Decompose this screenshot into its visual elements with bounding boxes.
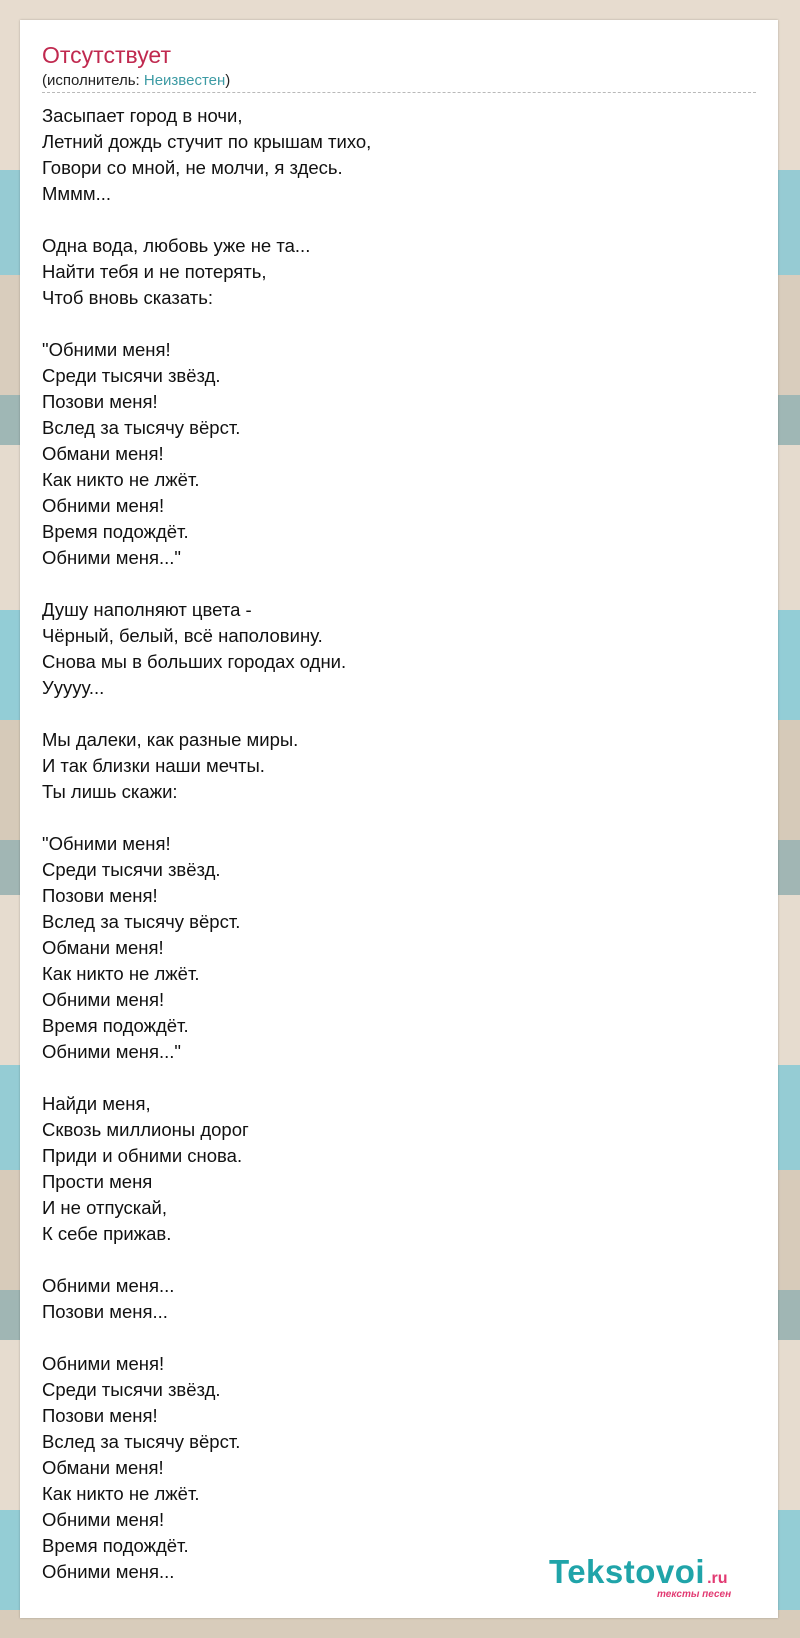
lyrics-line: Обними меня...: [42, 1561, 175, 1582]
lyrics-line: Время подождёт.: [42, 521, 189, 542]
lyrics-line: Позови меня!: [42, 885, 158, 906]
song-title: Отсутствует: [42, 42, 171, 68]
lyrics-line: Засыпает город в ночи,: [42, 105, 243, 126]
lyrics-line: Позови меня...: [42, 1301, 168, 1322]
lyrics-line: Обними меня!: [42, 989, 165, 1010]
lyrics-line: Обними меня...": [42, 547, 181, 568]
lyrics-stanza: [42, 103, 756, 207]
lyrics-line: Обмани меня!: [42, 443, 164, 464]
lyrics-line: Среди тысячи звёзд.: [42, 859, 221, 880]
logo-wordmark: Tekstovoi: [549, 1553, 706, 1590]
lyrics-stanza: [42, 233, 756, 311]
lyrics-page: [20, 20, 778, 1618]
lyrics-line: Одна вода, любовь уже не та...: [42, 235, 311, 256]
lyrics-line: Как никто не лжёт.: [42, 963, 200, 984]
lyrics-line: Чтоб вновь сказать:: [42, 287, 214, 308]
lyrics-line: Как никто не лжёт.: [42, 1483, 200, 1504]
lyrics-line: Обмани меня!: [42, 937, 164, 958]
lyrics-line: К себе прижав.: [42, 1223, 172, 1244]
lyrics-stanza: [42, 831, 756, 1065]
lyrics-line: Ууууу...: [42, 677, 105, 698]
lyrics-line: Найди меня,: [42, 1093, 151, 1114]
lyrics-line: Обними меня...: [42, 1275, 175, 1296]
lyrics-line: Говори со мной, не молчи, я здесь.: [42, 157, 343, 178]
lyrics-line: Душу наполняют цвета -: [42, 599, 252, 620]
lyrics-line: Обмани меня!: [42, 1457, 164, 1478]
lyrics-line: Вслед за тысячу вёрст.: [42, 417, 241, 438]
lyrics-line: Прости меня: [42, 1171, 153, 1192]
lyrics-line: Время подождёт.: [42, 1535, 189, 1556]
lyrics-line: Позови меня!: [42, 1405, 158, 1426]
lyrics-line: Как никто не лжёт.: [42, 469, 200, 490]
lyrics-line: Время подождёт.: [42, 1015, 189, 1036]
lyrics-line: Обними меня!: [42, 1353, 165, 1374]
lyrics-line: Среди тысячи звёзд.: [42, 1379, 221, 1400]
artist-line: [42, 72, 756, 93]
lyrics-line: Приди и обними снова.: [42, 1145, 243, 1166]
lyrics-line: Обними меня...": [42, 1041, 181, 1062]
lyrics-line: "Обними меня!: [42, 339, 171, 360]
site-logo[interactable]: [549, 1555, 749, 1615]
lyrics-line: Среди тысячи звёзд.: [42, 365, 221, 386]
logo-subtitle: тексты песен: [657, 1589, 732, 1600]
lyrics-line: Снова мы в больших городах одни.: [42, 651, 347, 672]
lyrics-line: Найти тебя и не потерять,: [42, 261, 267, 282]
lyrics-line: Сквозь миллионы дорог: [42, 1119, 249, 1140]
artist-link[interactable]: Неизвестен: [143, 72, 226, 89]
lyrics-line: Обними меня!: [42, 495, 165, 516]
logo-domain: .ru: [707, 1570, 728, 1587]
lyrics-line: Ты лишь скажи:: [42, 781, 178, 802]
lyrics-line: Мммм...: [42, 183, 111, 204]
lyrics-line: Мы далеки, как разные миры.: [42, 729, 299, 750]
lyrics-line: Вслед за тысячу вёрст.: [42, 911, 241, 932]
lyrics-stanza: [42, 727, 756, 805]
lyrics-line: Чёрный, белый, всё наполовину.: [42, 625, 323, 646]
lyrics-line: "Обними меня!: [42, 833, 171, 854]
lyrics-text: [42, 103, 756, 1611]
lyrics-line: Позови меня!: [42, 391, 158, 412]
lyrics-stanza: [42, 597, 756, 701]
lyrics-line: И так близки наши мечты.: [42, 755, 265, 776]
lyrics-line: Вслед за тысячу вёрст.: [42, 1431, 241, 1452]
artist-prefix: (исполнитель:: [42, 72, 144, 89]
lyrics-stanza: [42, 1351, 756, 1585]
lyrics-line: И не отпускай,: [42, 1197, 168, 1218]
lyrics-stanza: [42, 337, 756, 571]
lyrics-line: Летний дождь стучит по крышам тихо,: [42, 131, 372, 152]
lyrics-stanza: [42, 1273, 756, 1325]
lyrics-line: Обними меня!: [42, 1509, 165, 1530]
lyrics-stanza: [42, 1091, 756, 1247]
artist-suffix: ): [225, 72, 231, 89]
